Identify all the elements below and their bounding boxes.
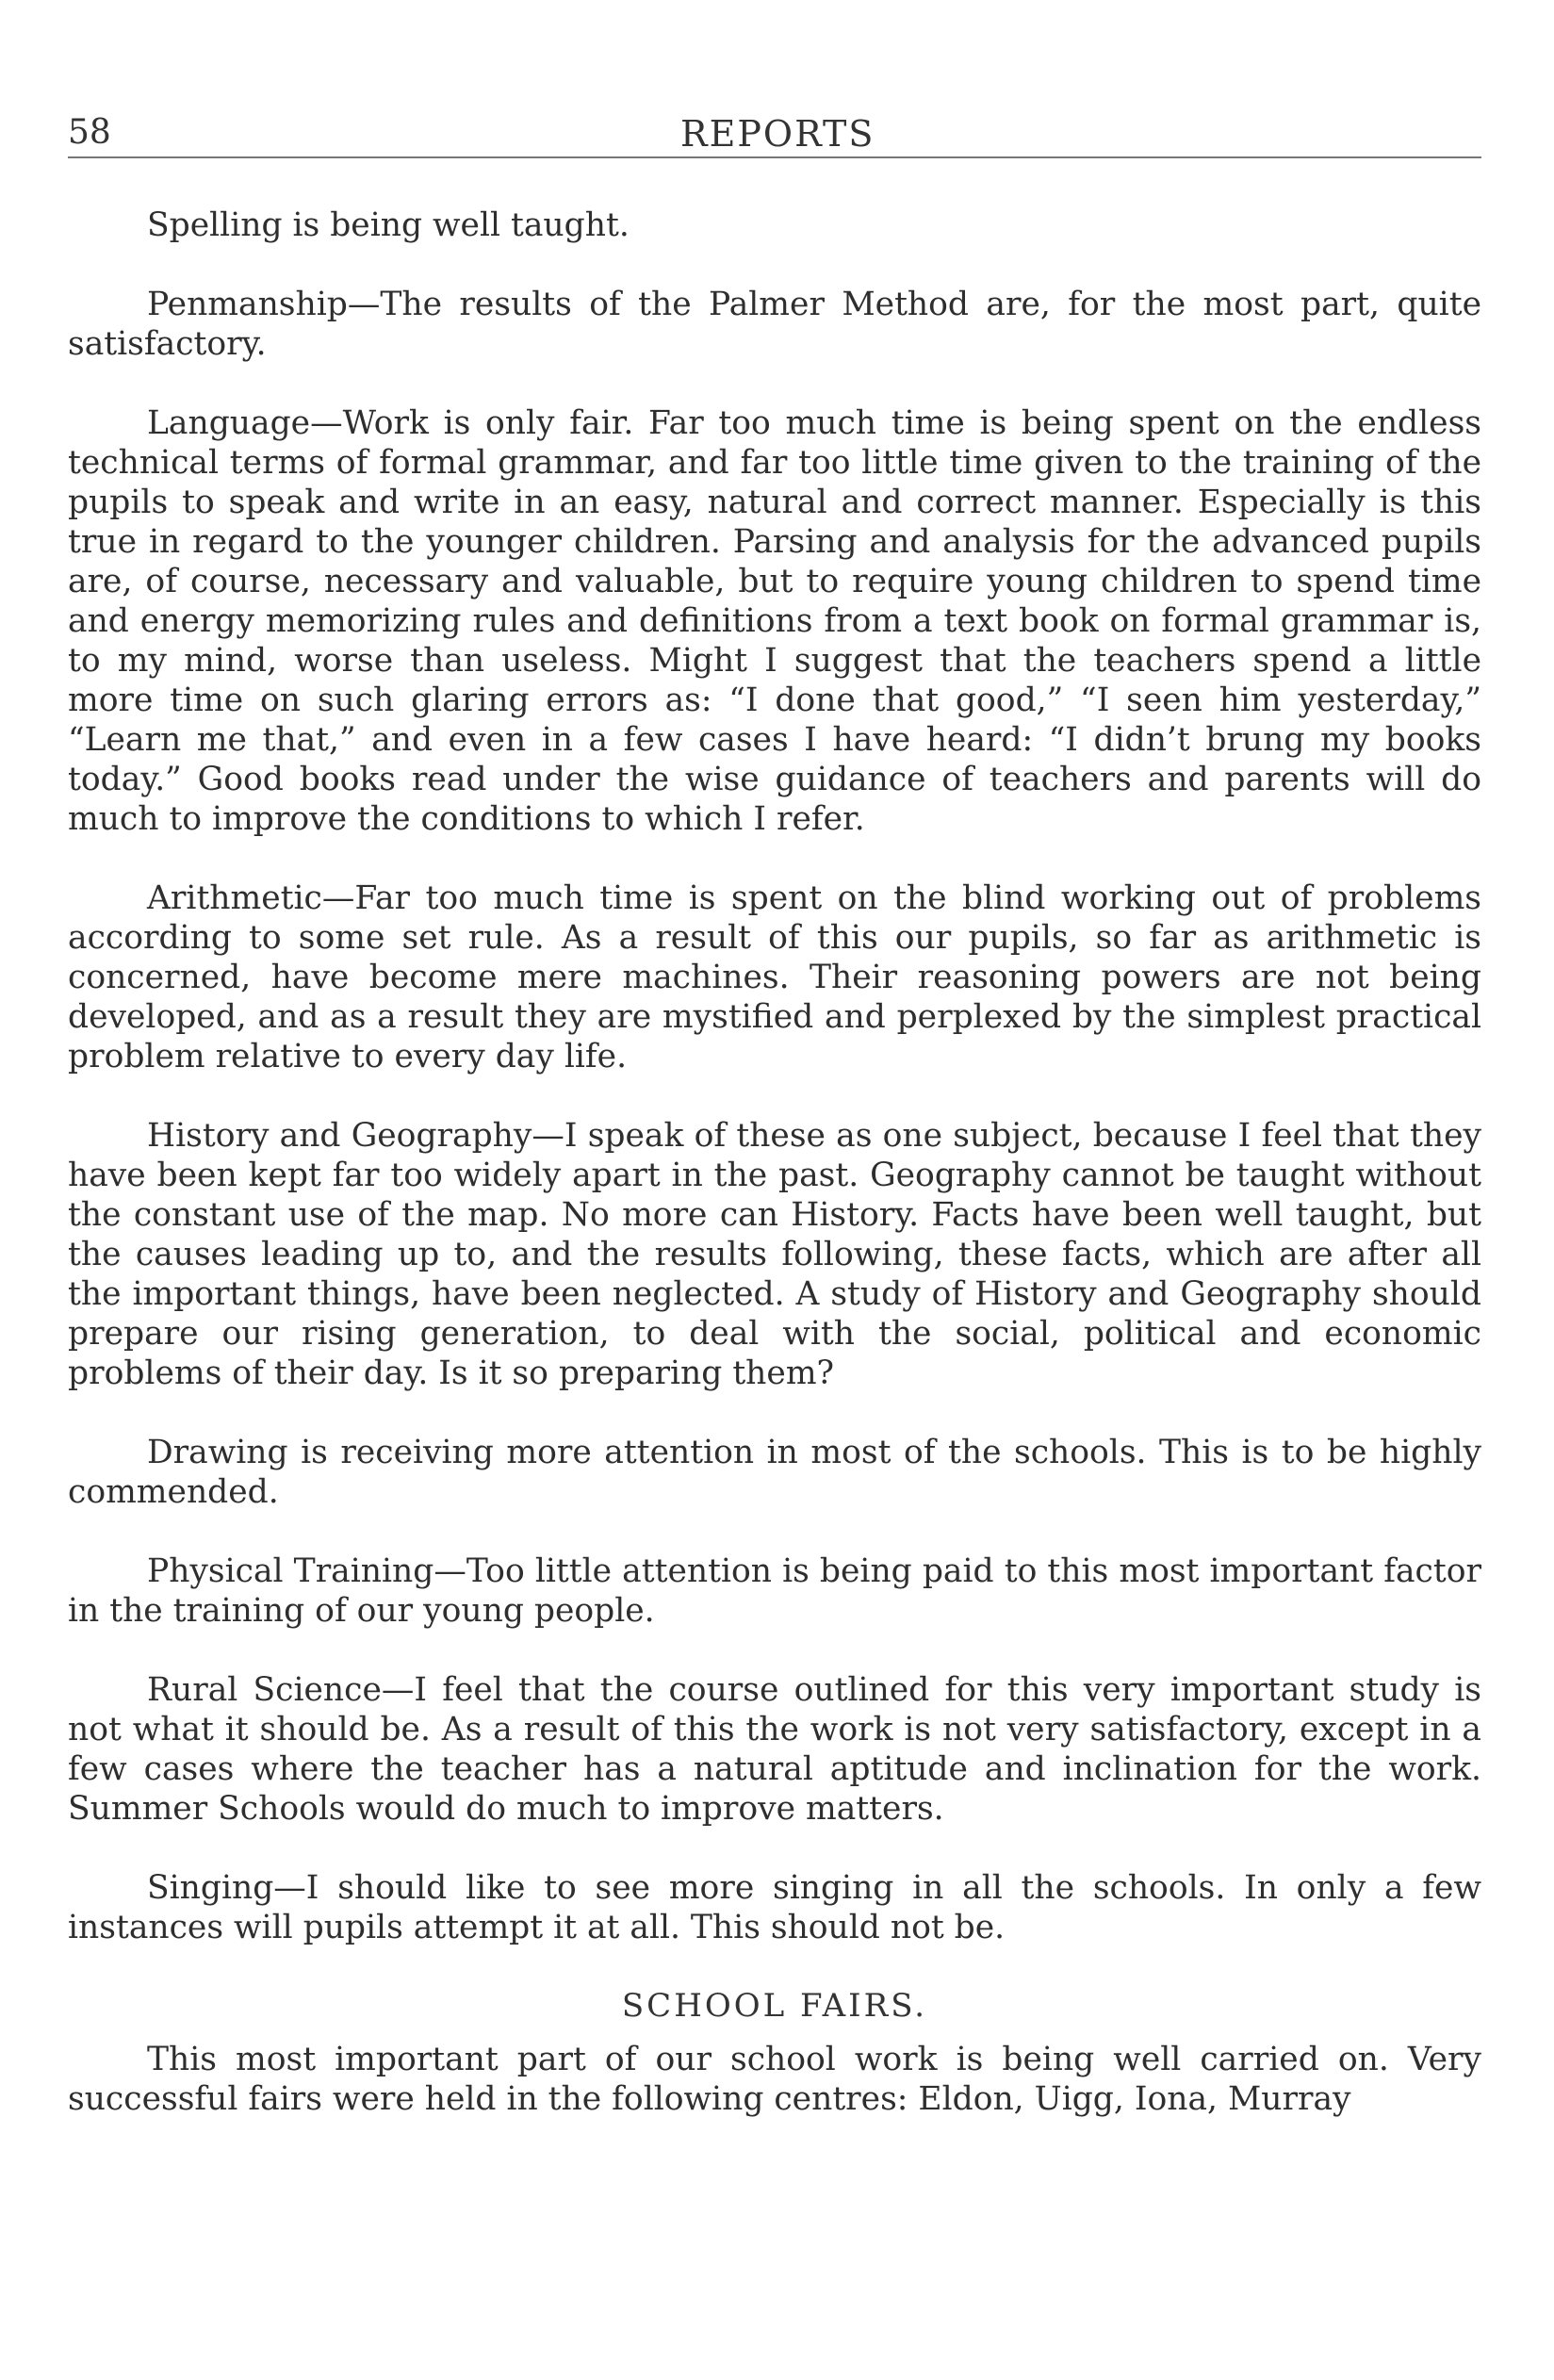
header-rule bbox=[68, 156, 1481, 158]
paragraph-school-fairs: This most important part of our school work is being well carried on. Very successful fairs were held in the following centres: Eldon, Uigg, Iona, Murray bbox=[68, 2041, 1481, 2118]
running-title: REPORTS bbox=[680, 113, 875, 155]
paragraph-arithmetic: Arithmetic—Far too much time is spent on the blind working out of problems according to some set rule. As a result of this our pupils, so far as arithmetic is concerned, have become mere machines. Their reasoning powers are not being developed, and as a result they are mystified and perplexed by the simplest practical problem relative to every day life. bbox=[68, 879, 1481, 1075]
report-body bbox=[68, 205, 1481, 2119]
paragraph-drawing: Drawing is receiving more attention in most of the schools. This is to be highly commended. bbox=[68, 1434, 1481, 1511]
paragraph-penmanship: Penmanship—The results of the Palmer Method are, for the most part, quite satisfactory. bbox=[68, 286, 1481, 363]
page-number: 58 bbox=[68, 113, 111, 152]
section-heading-school-fairs: SCHOOL FAIRS. bbox=[621, 1987, 928, 2025]
page-header bbox=[68, 106, 1481, 162]
paragraph-history-geography: History and Geography—I speak of these as one subject, because I feel that they have been kept far too widely apart in the past. Geography cannot be taught without the constant use of the map. No more can History. Facts have been well taught, but the causes leading up to, and the results following, these facts, which are after all the important things, have been neglected. A study of History and Geography should prepare our rising generation, to deal with the social, political and economic problems of their day. Is it so preparing them? bbox=[68, 1117, 1481, 1392]
paragraph-singing: Singing—I should like to see more singing in all the schools. In only a few instances will pupils attempt it at all. This should not be. bbox=[68, 1869, 1481, 1946]
paragraph-spelling: Spelling is being well taught. bbox=[147, 206, 630, 244]
paragraph-physical-training: Physical Training—Too little attention is being paid to this most important factor in the training of our young people. bbox=[68, 1552, 1481, 1630]
paragraph-rural-science: Rural Science—I feel that the course outlined for this very important study is not what it should be. As a result of this the work is not very satisfactory, except in a few cases where the teacher has a natural aptitude and inclination for the work. Summer Schools would do much to improve matters. bbox=[68, 1671, 1481, 1828]
paragraph-language: Language—Work is only fair. Far too much time is being spent on the endless technical terms of formal grammar, and far too little time given to the training of the pupils to speak and write in an easy, natural and correct manner. Especially is this true in regard to the younger children. Parsing and analysis for the advanced pupils are, of course, necessary and valuable, but to require young children to spend time and energy memorizing rules and definitions from a text book on formal grammar is, to my mind, worse than useless. Might I suggest that the teachers spend a little more time on such glaring errors as: “I done that good,” “I seen him yesterday,” “Learn me that,” and even in a few cases I have heard: “I didn’t brung my books today.” Good books read under the wise guidance of teachers and parents will do much to improve the conditions to which I refer. bbox=[68, 404, 1481, 838]
